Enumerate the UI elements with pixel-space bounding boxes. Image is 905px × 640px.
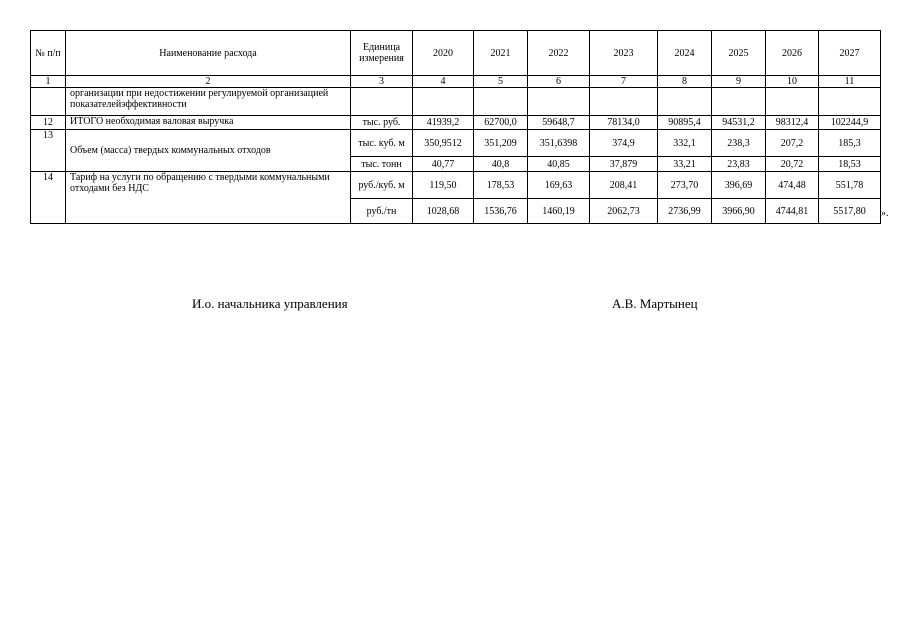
row-unit: тыс. тонн: [351, 157, 413, 172]
continuation-row: [31, 88, 881, 116]
value-cell: 178,53: [474, 172, 528, 199]
value-cell: 62700,0: [474, 116, 528, 130]
col-header-year: 2024: [658, 31, 712, 76]
index-cell: 2: [66, 76, 351, 88]
value-cell: 18,53: [819, 157, 881, 172]
table-row: [31, 130, 881, 157]
header-row: [31, 31, 881, 76]
value-cell: 20,72: [766, 157, 819, 172]
value-cell: 3966,90: [712, 199, 766, 224]
value-cell: 273,70: [658, 172, 712, 199]
value-cell: 351,209: [474, 130, 528, 157]
closing-quote: ».: [881, 208, 889, 219]
value-cell: 1460,19: [528, 199, 590, 224]
index-cell: 1: [31, 76, 66, 88]
tariff-table: [30, 30, 881, 224]
continuation-text: организации при недостижении регулируемой организацией показателейэффективности: [66, 88, 351, 116]
row-num: 14: [31, 172, 66, 224]
value-cell: 169,63: [528, 172, 590, 199]
value-cell: 41939,2: [413, 116, 474, 130]
value-cell: 374,9: [590, 130, 658, 157]
index-cell: 7: [590, 76, 658, 88]
row-unit: тыс. куб. м: [351, 130, 413, 157]
value-cell: 238,3: [712, 130, 766, 157]
row-unit: тыс. руб.: [351, 116, 413, 130]
value-cell: 40,85: [528, 157, 590, 172]
value-cell: 350,9512: [413, 130, 474, 157]
signatory-title: И.о. начальника управления: [192, 296, 348, 311]
index-cell: 3: [351, 76, 413, 88]
value-cell: 5517,80: [819, 199, 881, 224]
value-cell: 90895,4: [658, 116, 712, 130]
index-cell: 8: [658, 76, 712, 88]
value-cell: 474,48: [766, 172, 819, 199]
value-cell: 2062,73: [590, 199, 658, 224]
col-header-year: 2026: [766, 31, 819, 76]
row-name: Тариф на услуги по обращению с твердыми коммунальными отходами без НДС: [66, 172, 351, 224]
value-cell: 37,879: [590, 157, 658, 172]
index-cell: 9: [712, 76, 766, 88]
value-cell: 396,69: [712, 172, 766, 199]
col-header-unit: Единица измерения: [351, 31, 413, 76]
col-header-year: 2022: [528, 31, 590, 76]
row-unit: руб./тн: [351, 199, 413, 224]
value-cell: 1028,68: [413, 199, 474, 224]
col-header-year: 2023: [590, 31, 658, 76]
value-cell: 40,77: [413, 157, 474, 172]
value-cell: 40,8: [474, 157, 528, 172]
value-cell: 208,41: [590, 172, 658, 199]
value-cell: 59648,7: [528, 116, 590, 130]
value-cell: 102244,9: [819, 116, 881, 130]
value-cell: 23,83: [712, 157, 766, 172]
index-row: [31, 76, 881, 88]
table-row: [31, 172, 881, 199]
value-cell: 1536,76: [474, 199, 528, 224]
value-cell: 33,21: [658, 157, 712, 172]
value-cell: 119,50: [413, 172, 474, 199]
col-header-num: № п/п: [31, 31, 66, 76]
col-header-name: Наименование расхода: [66, 31, 351, 76]
table-row: [31, 116, 881, 130]
index-cell: 11: [819, 76, 881, 88]
signatory-name: А.В. Мартынец: [612, 296, 698, 311]
index-cell: 10: [766, 76, 819, 88]
col-header-year: 2020: [413, 31, 474, 76]
value-cell: 2736,99: [658, 199, 712, 224]
value-cell: 94531,2: [712, 116, 766, 130]
col-header-year: 2025: [712, 31, 766, 76]
index-cell: 4: [413, 76, 474, 88]
value-cell: 4744,81: [766, 199, 819, 224]
value-cell: 98312,4: [766, 116, 819, 130]
row-unit: руб./куб. м: [351, 172, 413, 199]
value-cell: 185,3: [819, 130, 881, 157]
col-header-year: 2021: [474, 31, 528, 76]
value-cell: 551,78: [819, 172, 881, 199]
index-cell: 5: [474, 76, 528, 88]
row-name: ИТОГО необходимая валовая выручка: [66, 116, 351, 130]
value-cell: 78134,0: [590, 116, 658, 130]
col-header-year: 2027: [819, 31, 881, 76]
value-cell: 207,2: [766, 130, 819, 157]
index-cell: 6: [528, 76, 590, 88]
row-num: 13: [31, 130, 66, 172]
row-name: Объем (масса) твердых коммунальных отходов: [66, 130, 351, 172]
row-num: 12: [31, 116, 66, 130]
value-cell: 351,6398: [528, 130, 590, 157]
value-cell: 332,1: [658, 130, 712, 157]
